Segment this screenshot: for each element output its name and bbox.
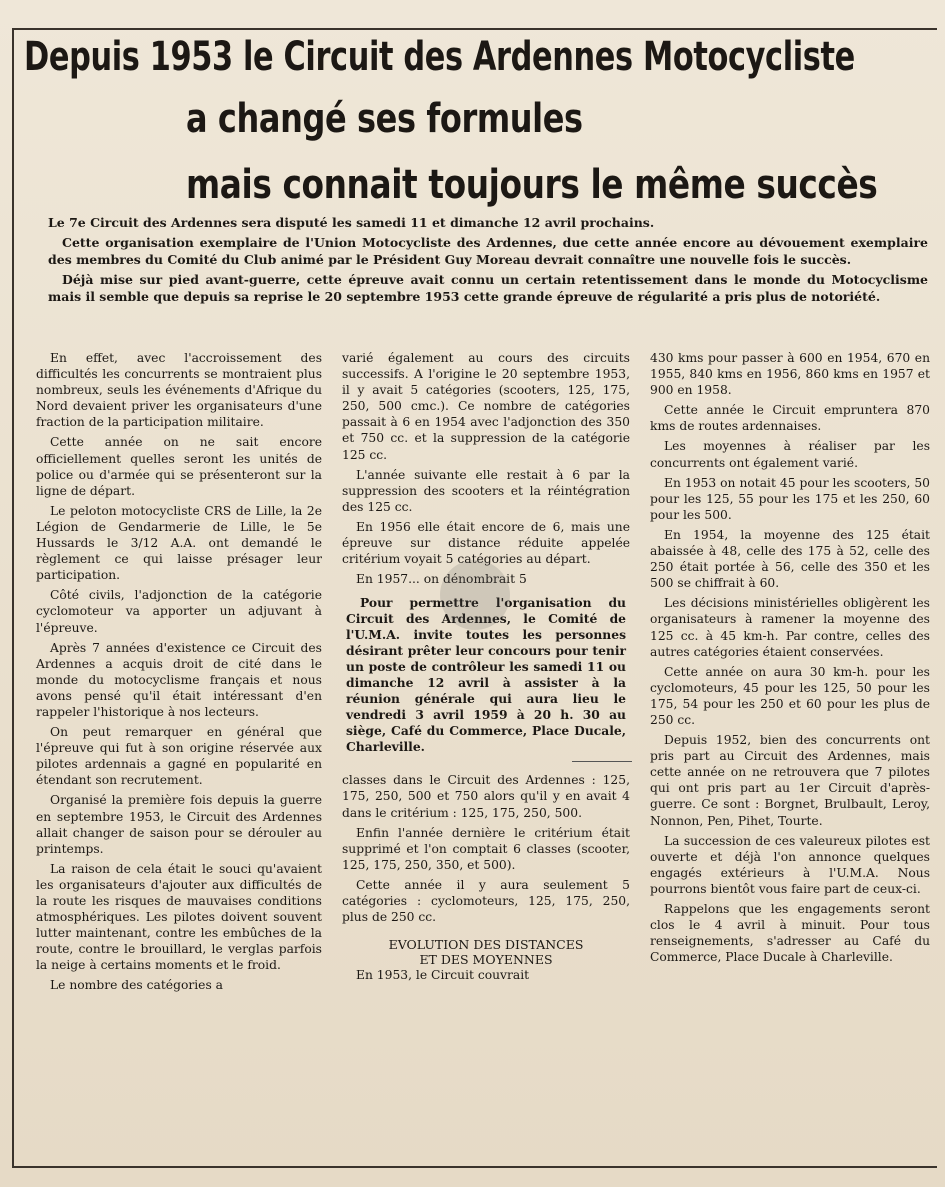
intro-paragraph: Le 7e Circuit des Ardennes sera disputé les samedi 11 et dimanche 12 avril prochains. [48,215,655,230]
paragraph: En effet, avec l'accroissement des difficultés les concurrents se montraient plus nombreux, seuls les événements d'Afrique du Nord devaient priver les organisateurs d'une fraction de la participation militaire. [36,351,322,430]
paragraph: En 1953 on notait 45 pour les scooters, 50 pour les 125, 55 pour les 175 et les 250, 60 pour les 500. [650,475,930,522]
paragraph: En 1956 elle était encore de 6, mais une épreuve sur distance réduite appelée critérium voyait 5 catégories au départ. [342,519,630,567]
section-subhead [342,937,630,967]
intro-paragraph: Déjà mise sur pied avant-guerre, cette épreuve avait connu un certain retentissement dans le monde du Motocyclisme mais il semble que depuis sa reprise le 20 septembre 1953 cette grande épreuve de régularité a pris plus de notoriété. [48,271,928,304]
paragraph: Le peloton motocycliste CRS de Lille, la 2e Légion de Gendarmerie de Lille, le 5e Hussards le 3/12 A.A. ont demandé le règlement ce qui laisse présager leur participation. [36,503,322,583]
paragraph: Enfin l'année dernière le critérium était supprimé et l'on comptait 6 classes (scooter, 125, 175, 250, 350, et 500). [342,825,630,872]
separator [572,761,632,762]
paragraph: En 1957... on dénombrait 5 [356,572,527,587]
paragraph: Cette année il y aura seulement 5 catégories : cyclomoteurs, 125, 175, 250, plus de 250 cc. [342,877,630,925]
paragraph: Rappelons que les engagements seront clos le 4 avril à minuit. Pour tous renseignements, s'adresser au Café du Commerce, Place Ducale à Charleville. [650,902,930,965]
headline-line-2: a changé ses formules [186,96,583,142]
paragraph: classes dans le Circuit des Ardennes : 125, 175, 250, 500 et 750 alors qu'il y en avait 4 dans le critérium : 125, 175, 250, 500. [342,773,630,820]
headline-line-1: Depuis 1953 le Circuit des Ardennes Motocycliste [24,34,855,80]
subhead-line: EVOLUTION DES DISTANCES [388,937,584,953]
paragraph: Les décisions ministérielles obligèrent les organisateurs à ramener la moyenne des 125 cc. à 45 km-h. Par contre, celles des autres catégories étaient conservées. [650,596,930,659]
paragraph: varié également au cours des circuits successifs. A l'origine le 20 septembre 1953, il y avait 5 catégories (scooters, 125, 175, 250, 500 cmc.). Ce nombre de catégories passait à 6 en 1954 avec l'adjonction des 350 et 750 cc. et la suppression de la catégorie 125 cc. [342,351,630,462]
paragraph: Cette année le Circuit empruntera 870 kms de routes ardennaises. [650,403,930,434]
paragraph: La raison de cela était le souci qu'avaient les organisateurs d'ajouter aux difficultés de la route les risques de mauvaises conditions atmosphériques. Les pilotes doivent souvent lutter maintenant, contre les embûches de la route, contre le brouillard, le verglas parfois la neige à certains moments et le froid. [36,861,322,973]
top-rule [12,28,937,30]
paragraph: On peut remarquer en général que l'épreuve qui fut à son origine réservée aux pilotes ardennais a gagné en popularité en étendant son recrutement. [36,725,322,788]
column-1 [36,350,322,998]
paragraph: Cette année on ne sait encore officiellement quelles seront les unités de police ou d'armée qui se présenteront sur la ligne de départ. [36,435,322,498]
archive-watermark [440,560,510,630]
paragraph: Côté civils, l'adjonction de la catégorie cyclomoteur va apporter un adjuvant à l'épreuve. [36,588,322,635]
bottom-rule [12,1166,937,1168]
column-2 [342,350,630,987]
left-rule [12,28,14,1168]
paragraph: En 1953, le Circuit couvrait [356,968,530,983]
notice-text: Pour permettre l'organisation du Circuit des Ardennes, le Comité de l'U.M.A. invite toutes les personnes désirant prêter leur concours pour tenir un poste de contrôleur les samedi 11 ou dimanche 12 avril à assister à la réunion générale qui aura lieu le vendredi 3 avril 1959 à 20 h. 30 au siège, Café du Commerce, Place Ducale, Charleville. [346,595,626,755]
paragraph: La succession de ces valeureux pilotes est ouverte et déjà l'on annonce quelques engagés extérieurs à l'U.M.A. Nous pourrons bientôt vous faire part de ceux-ci. [650,833,930,896]
subhead-line: ET DES MOYENNES [419,952,553,968]
paragraph: Les moyennes à réaliser par les concurrents ont également varié. [650,439,930,470]
intro-paragraph: Cette organisation exemplaire de l'Union Motocycliste des Ardennes, due cette année encore au dévouement exemplaire des membres du Comité du Club animé par le Président Guy Moreau devrait connaître une nouvelle fois le succès. [48,234,928,267]
paragraph: Le nombre des catégories a [50,978,223,993]
paragraph: L'année suivante elle restait à 6 par la suppression des scooters et la réintégration des 125 cc. [342,467,630,514]
headline-line-3: mais connait toujours le même succès [186,162,878,208]
intro-paragraphs [48,214,928,308]
paragraph: Depuis 1952, bien des concurrents ont pris part au Circuit des Ardennes, mais cette année on ne retrouvera que 7 pilotes qui ont pris part au 1er Circuit d'après-guerre. Ce sont : Borgnet, Brulbault, Leroy, Nonnon, Pen, Pihet, Tourte. [650,733,930,828]
column-3 [650,350,930,969]
paragraph: Cette année on aura 30 km-h. pour les cyclomoteurs, 45 pour les 125, 50 pour les 175, 54 pour les 250 et 60 pour les plus de 250 cc. [650,664,930,727]
paragraph: 430 kms pour passer à 600 en 1954, 670 en 1955, 840 kms en 1956, 860 kms en 1957 et 900 en 1958. [650,351,930,398]
paragraph: En 1954, la moyenne des 125 était abaissée à 48, celle des 175 à 52, celle des 250 était portée à 56, celle des 350 et les 500 se chiffrait à 60. [650,527,930,591]
paragraph: Après 7 années d'existence ce Circuit des Ardennes a acquis droit de cité dans le monde du motocyclisme français et nous avons pensé qu'il était intéressant d'en rappeler l'historique à nos lecteurs. [36,640,322,719]
paragraph: Organisé la première fois depuis la guerre en septembre 1953, le Circuit des Ardennes allait changer de saison pour se dérouler au printemps. [36,793,322,856]
